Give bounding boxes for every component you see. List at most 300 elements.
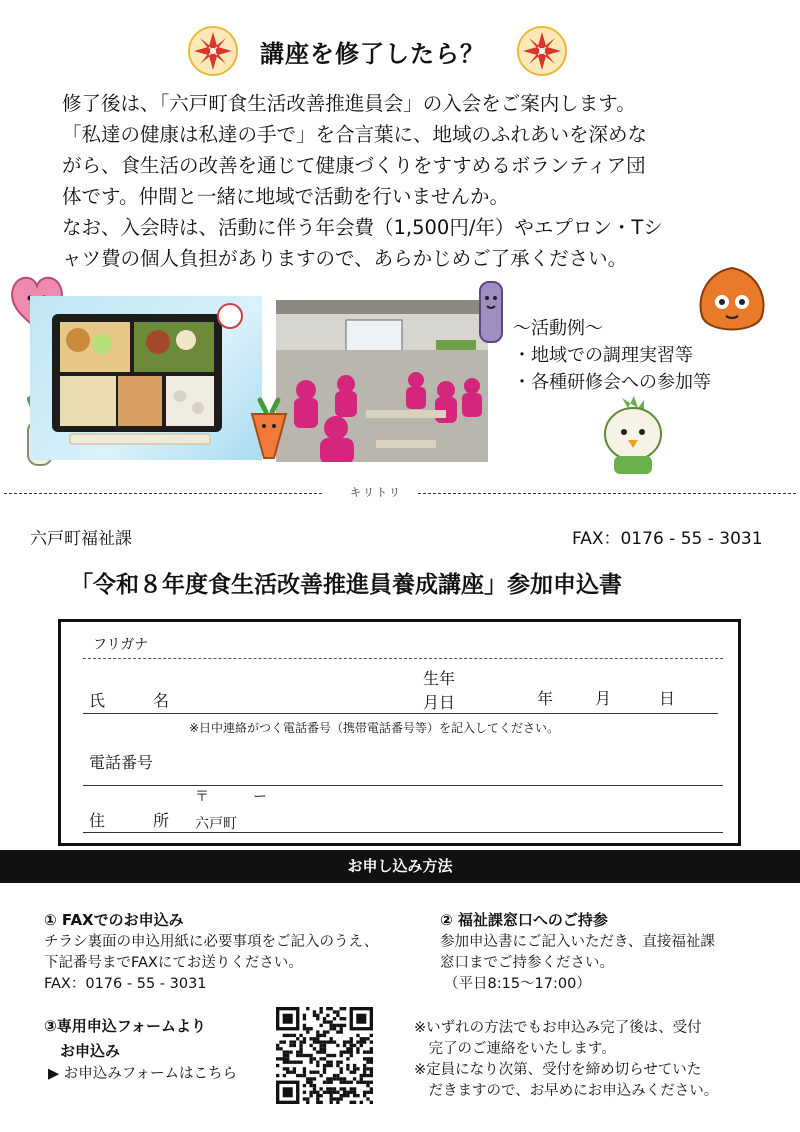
qr-module [323, 1047, 326, 1050]
name-line [83, 713, 718, 714]
qr-module [316, 1064, 319, 1067]
qr-module [279, 1040, 282, 1043]
qr-module [299, 1050, 302, 1053]
qr-module [306, 1007, 309, 1010]
qr-module [340, 1030, 343, 1033]
qr-module [343, 1081, 346, 1084]
qr-module [330, 1081, 333, 1084]
qr-module [340, 1054, 343, 1057]
qr-module [330, 1097, 333, 1100]
qr-module [336, 1097, 339, 1100]
activity-item: ・各種研修会への参加等 [513, 372, 711, 393]
qr-module [360, 1081, 363, 1084]
birth-label-1: 生年 [423, 669, 456, 688]
qr-module [356, 1050, 359, 1053]
qr-module [330, 1024, 333, 1027]
qr-module [366, 1037, 369, 1040]
section-title: 講座を修了したら？ [260, 40, 485, 68]
qr-module [306, 1030, 309, 1033]
qr-module [319, 1007, 322, 1010]
qr-module [283, 1034, 286, 1037]
window-method-title: ② 福祉課窓口へのご持参 [440, 911, 608, 929]
qr-module [333, 1074, 336, 1077]
qr-module [330, 1091, 333, 1094]
postal-mark: 〒 [195, 789, 209, 805]
qr-module [333, 1091, 336, 1094]
qr-module [340, 1071, 343, 1074]
qr-module [353, 1071, 356, 1074]
qr-module [283, 1074, 286, 1077]
qr-module [353, 1044, 356, 1047]
qr-module [343, 1044, 346, 1047]
qr-module [303, 1037, 306, 1040]
intro-paragraph [62, 88, 752, 274]
intro-line: ャツ費の個人負担がありますので、あらかじめご了承ください。 [62, 247, 628, 270]
qr-module [319, 1034, 322, 1037]
qr-module [289, 1061, 292, 1064]
qr-module [333, 1054, 336, 1057]
qr-module [330, 1077, 333, 1080]
online-form-link[interactable]: ▶ お申込みフォームはこちら [48, 1066, 238, 1082]
window-method-line: 参加申込書にご記入いただき、直接福祉課 [440, 934, 715, 950]
qr-module [316, 1014, 319, 1017]
qr-module [316, 1017, 319, 1020]
qr-module [299, 1054, 302, 1057]
note-line: ※定員になり次第、受付を締め切らせていた [414, 1062, 702, 1078]
qr-finder [356, 1014, 366, 1024]
bento-illustration [30, 296, 262, 460]
qr-module [330, 1037, 333, 1040]
qr-module [309, 1091, 312, 1094]
intro-line: なお、入会時は、活動に伴う年会費（1,500円/年）やエプロン・Tシ [62, 216, 663, 239]
qr-module [346, 1064, 349, 1067]
qr-module [319, 1050, 322, 1053]
qr-module [336, 1101, 339, 1104]
qr-module [293, 1044, 296, 1047]
carrot-mascot-icon [244, 396, 294, 462]
town-label: 六戸町 [195, 816, 237, 832]
fax-method-line: FAX：0176 ‐ 55 ‐ 3031 [44, 976, 207, 992]
qr-module [326, 1087, 329, 1090]
qr-module [346, 1094, 349, 1097]
qr-module [309, 1037, 312, 1040]
qr-module [299, 1040, 302, 1043]
qr-module [336, 1024, 339, 1027]
qr-module [333, 1024, 336, 1027]
qr-module [313, 1014, 316, 1017]
qr-module [286, 1050, 289, 1053]
window-method-text [440, 932, 715, 995]
qr-module [313, 1047, 316, 1050]
qr-module [316, 1030, 319, 1033]
qr-module [333, 1017, 336, 1020]
qr-module [366, 1061, 369, 1064]
qr-finder [283, 1014, 293, 1024]
qr-module [326, 1007, 329, 1010]
qr-module [283, 1067, 286, 1070]
qr-module [330, 1020, 333, 1023]
qr-module [336, 1014, 339, 1017]
qr-module [370, 1047, 373, 1050]
intro-line: 体です。仲間と一緒に地域で活動を行いませんか。 [62, 185, 509, 208]
activity-item: ・地域での調理実習等 [513, 345, 693, 366]
qr-module [340, 1077, 343, 1080]
month-label: 月 [595, 689, 612, 708]
qr-module [293, 1071, 296, 1074]
qr-module [370, 1067, 373, 1070]
qr-module [306, 1054, 309, 1057]
qr-module [363, 1071, 366, 1074]
qr-module [303, 1027, 306, 1030]
qr-module [370, 1040, 373, 1043]
qr-module [289, 1050, 292, 1053]
qr-module [319, 1074, 322, 1077]
qr-module [340, 1027, 343, 1030]
qr-module [343, 1050, 346, 1053]
qr-module [326, 1014, 329, 1017]
qr-module [303, 1054, 306, 1057]
intro-line: 「私達の健康は私達の手で」を合言葉に、地域のふれあいを深めな [62, 123, 648, 146]
qr-module [326, 1054, 329, 1057]
qr-module [323, 1034, 326, 1037]
qr-module [370, 1071, 373, 1074]
qr-module [279, 1057, 282, 1060]
qr-module [366, 1074, 369, 1077]
qr-module [346, 1050, 349, 1053]
qr-module [350, 1054, 353, 1057]
cut-dashes-left [4, 493, 322, 494]
qr-module [299, 1074, 302, 1077]
qr-module [276, 1074, 279, 1077]
qr-module [333, 1027, 336, 1030]
qr-module [353, 1064, 356, 1067]
bird-mascot-icon [592, 392, 674, 478]
qr-module [356, 1047, 359, 1050]
qr-module [316, 1094, 319, 1097]
qr-module [316, 1101, 319, 1104]
qr-module [353, 1067, 356, 1070]
qr-module [340, 1087, 343, 1090]
qr-module [360, 1044, 363, 1047]
qr-module [370, 1034, 373, 1037]
qr-module [319, 1094, 322, 1097]
qr-module [340, 1007, 343, 1010]
qr-module [363, 1064, 366, 1067]
qr-module [356, 1034, 359, 1037]
qr-module [313, 1087, 316, 1090]
name-label-2: 名 [153, 691, 170, 710]
qr-module [309, 1081, 312, 1084]
qr-module [370, 1050, 373, 1053]
qr-module [309, 1077, 312, 1080]
qr-module [319, 1047, 322, 1050]
qr-module [356, 1040, 359, 1043]
qr-module [333, 1010, 336, 1013]
window-method-line: 窓口までご持参ください。 [440, 955, 614, 971]
qr-module [360, 1077, 363, 1080]
qr-module [323, 1017, 326, 1020]
address-label-2: 所 [153, 811, 170, 830]
qr-module [336, 1030, 339, 1033]
flower-emblem-icon [517, 26, 567, 76]
qr-module [293, 1061, 296, 1064]
address-label-1: 住 [89, 811, 106, 830]
qr-module [356, 1081, 359, 1084]
qr-module [323, 1057, 326, 1060]
qr-module [276, 1044, 279, 1047]
bento-photo [30, 296, 262, 460]
qr-module [363, 1081, 366, 1084]
qr-module [346, 1067, 349, 1070]
qr-module [330, 1007, 333, 1010]
cut-dashes-right [418, 493, 796, 494]
qr-module [343, 1087, 346, 1090]
qr-module [306, 1077, 309, 1080]
qr-module [330, 1040, 333, 1043]
qr-module [326, 1030, 329, 1033]
qr-module [313, 1037, 316, 1040]
qr-module [353, 1087, 356, 1090]
qr-finder [283, 1087, 293, 1097]
qr-module [350, 1040, 353, 1043]
qr-module [313, 1077, 316, 1080]
qr-module [319, 1057, 322, 1060]
seminar-photo [276, 300, 488, 462]
name-label-1: 氏 [89, 691, 106, 710]
qr-module [326, 1081, 329, 1084]
qr-module [283, 1057, 286, 1060]
qr-module [350, 1047, 353, 1050]
qr-module [309, 1094, 312, 1097]
qr-module [276, 1047, 279, 1050]
qr-module [286, 1071, 289, 1074]
qr-module [323, 1020, 326, 1023]
qr-module [299, 1034, 302, 1037]
qr-module [353, 1094, 356, 1097]
note-line: 完了のご連絡をいたします。 [414, 1041, 616, 1057]
qr-module [286, 1034, 289, 1037]
fax-method-title: ① FAXでのお申込み [44, 911, 184, 929]
burdock-mascot-icon [466, 274, 514, 346]
qr-module [350, 1050, 353, 1053]
qr-module [323, 1071, 326, 1074]
qr-module [289, 1044, 292, 1047]
qr-module [343, 1040, 346, 1043]
qr-module [303, 1040, 306, 1043]
cut-line [0, 484, 800, 502]
qr-module [330, 1054, 333, 1057]
qr-module [303, 1071, 306, 1074]
qr-module [366, 1057, 369, 1060]
day-label: 日 [659, 689, 676, 708]
qr-module [293, 1034, 296, 1037]
fax-method-text [44, 932, 378, 995]
qr-module [363, 1057, 366, 1060]
intro-line: 修了後は、「六戸町食生活改善推進員会」の入会をご案内します。 [62, 92, 636, 115]
qr-module [370, 1081, 373, 1084]
qr-module [360, 1101, 363, 1104]
qr-module [326, 1040, 329, 1043]
qr-module [363, 1037, 366, 1040]
qr-module [333, 1077, 336, 1080]
qr-module [350, 1044, 353, 1047]
qr-module [333, 1097, 336, 1100]
qr-module [350, 1081, 353, 1084]
qr-module [350, 1037, 353, 1040]
qr-module [333, 1040, 336, 1043]
qr-module [340, 1061, 343, 1064]
online-method-title: ③専用申込フォームより [44, 1017, 206, 1035]
address-line [83, 832, 723, 833]
qr-module [303, 1024, 306, 1027]
qr-module [323, 1044, 326, 1047]
qr-module [316, 1037, 319, 1040]
qr-module [326, 1020, 329, 1023]
phone-line [83, 785, 723, 786]
qr-module [319, 1040, 322, 1043]
qr-module [319, 1024, 322, 1027]
qr-module [330, 1027, 333, 1030]
notes [414, 1018, 718, 1102]
qr-module [279, 1047, 282, 1050]
qr-module [360, 1074, 363, 1077]
qr-module [336, 1064, 339, 1067]
qr-module [330, 1087, 333, 1090]
phone-label: 電話番号 [89, 753, 154, 772]
qr-module [303, 1084, 306, 1087]
qr-module [316, 1091, 319, 1094]
qr-module [283, 1054, 286, 1057]
qr-module [296, 1050, 299, 1053]
qr-module [340, 1050, 343, 1053]
qr-module [309, 1044, 312, 1047]
qr-module [363, 1091, 366, 1094]
year-label: 年 [537, 689, 554, 708]
qr-module [299, 1061, 302, 1064]
qr-module [309, 1061, 312, 1064]
qr-module [293, 1040, 296, 1043]
qr-code-icon[interactable] [276, 1007, 373, 1104]
window-method-line: （平日8:15〜17:00） [444, 976, 591, 992]
phone-note: ※日中連絡がつく電話番号（携帯電話番号等）を記入してください。 [189, 721, 560, 735]
methods-banner: お申し込み方法 [0, 850, 800, 883]
qr-module [313, 1010, 316, 1013]
qr-module [286, 1054, 289, 1057]
qr-module [343, 1007, 346, 1010]
qr-module [330, 1061, 333, 1064]
qr-module [326, 1061, 329, 1064]
qr-module [293, 1067, 296, 1070]
online-method-title-2: お申込み [60, 1042, 121, 1060]
qr-module [330, 1094, 333, 1097]
qr-module [316, 1097, 319, 1100]
qr-module [316, 1071, 319, 1074]
qr-module [303, 1097, 306, 1100]
qr-module [350, 1071, 353, 1074]
qr-module [303, 1014, 306, 1017]
cut-label: キリトリ [350, 486, 402, 499]
qr-module [336, 1010, 339, 1013]
note-line: ※いずれの方法でもお申込み完了後は、受付 [414, 1020, 702, 1036]
qr-module [316, 1061, 319, 1064]
qr-module [360, 1037, 363, 1040]
qr-module [343, 1017, 346, 1020]
qr-module [303, 1067, 306, 1070]
postal-dash: ー [253, 789, 267, 805]
qr-module [363, 1094, 366, 1097]
qr-module [353, 1077, 356, 1080]
qr-module [346, 1091, 349, 1094]
qr-module [286, 1061, 289, 1064]
qr-module [306, 1097, 309, 1100]
qr-module [336, 1091, 339, 1094]
application-form [58, 619, 741, 846]
qr-module [323, 1067, 326, 1070]
qr-module [346, 1047, 349, 1050]
qr-module [276, 1064, 279, 1067]
qr-module [350, 1087, 353, 1090]
form-title: 「令和８年度食生活改善推進員養成講座」参加申込書 [70, 572, 622, 598]
qr-module [286, 1067, 289, 1070]
fax-number: FAX：0176 ‐ 55 ‐ 3031 [572, 529, 763, 549]
qr-module [370, 1057, 373, 1060]
qr-module [326, 1077, 329, 1080]
qr-module [283, 1061, 286, 1064]
qr-module [346, 1081, 349, 1084]
qr-module [360, 1040, 363, 1043]
qr-module [299, 1047, 302, 1050]
qr-module [336, 1061, 339, 1064]
qr-module [289, 1040, 292, 1043]
qr-module [366, 1084, 369, 1087]
qr-module [363, 1050, 366, 1053]
note-line: だきますので、お早めにお申込みください。 [414, 1083, 719, 1099]
qr-module [323, 1091, 326, 1094]
qr-module [366, 1091, 369, 1094]
qr-module [333, 1087, 336, 1090]
qr-module [356, 1094, 359, 1097]
qr-module [289, 1071, 292, 1074]
flower-emblem-icon [188, 26, 238, 76]
qr-module [340, 1067, 343, 1070]
qr-module [366, 1081, 369, 1084]
qr-module [366, 1050, 369, 1053]
qr-module [363, 1040, 366, 1043]
qr-module [326, 1064, 329, 1067]
qr-module [350, 1091, 353, 1094]
department-name: 六戸町福祉課 [30, 529, 132, 549]
qr-module [323, 1040, 326, 1043]
qr-module [353, 1101, 356, 1104]
qr-module [340, 1024, 343, 1027]
qr-module [286, 1057, 289, 1060]
qr-module [306, 1101, 309, 1104]
qr-module [336, 1074, 339, 1077]
qr-module [330, 1064, 333, 1067]
qr-module [296, 1074, 299, 1077]
qr-module [303, 1091, 306, 1094]
activity-heading: 〜活動例〜 [513, 318, 603, 339]
qr-module [283, 1050, 286, 1053]
intro-line: がら、食生活の改善を通じて健康づくりをすすめるボランティア団 [62, 154, 646, 177]
qr-module [340, 1097, 343, 1100]
qr-module [316, 1040, 319, 1043]
qr-module [309, 1054, 312, 1057]
qr-module [276, 1057, 279, 1060]
qr-module [283, 1040, 286, 1043]
qr-module [319, 1010, 322, 1013]
qr-module [346, 1057, 349, 1060]
